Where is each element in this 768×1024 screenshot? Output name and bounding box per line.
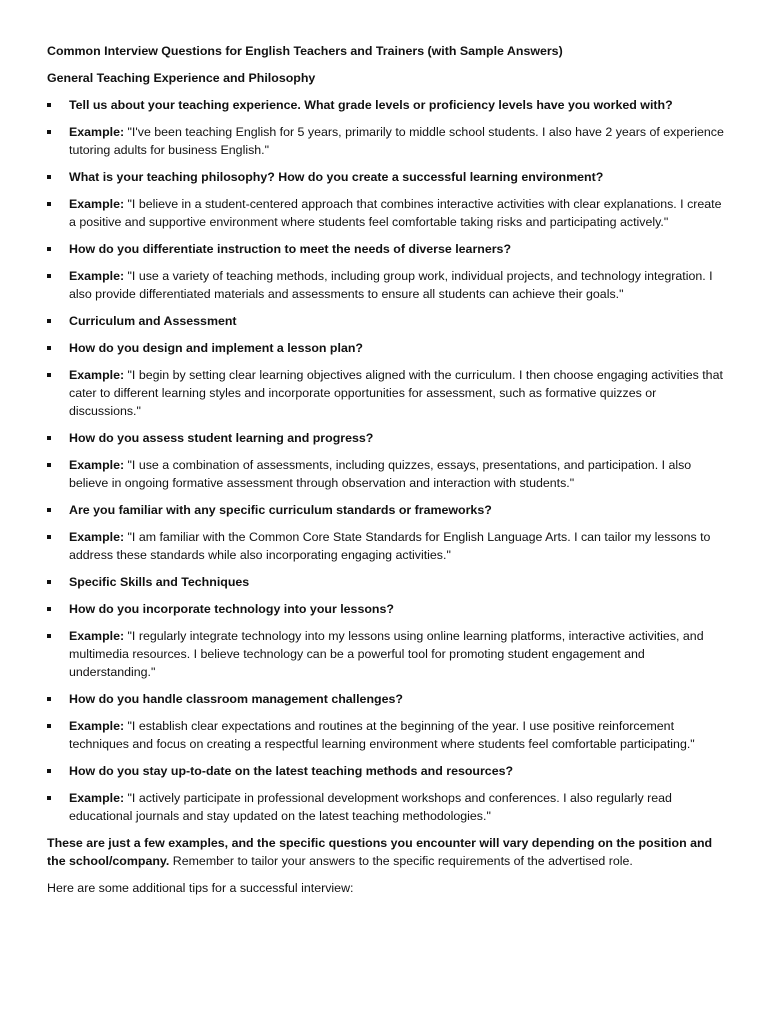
document-title: Common Interview Questions for English Teachers and Trainers (with Sample Answers) [47,44,563,58]
square-bullet-icon [47,247,51,251]
square-bullet-icon [47,319,51,323]
question-text: Tell us about your teaching experience. What grade levels or proficiency levels have you worked with? [69,98,673,112]
square-bullet-icon [47,274,51,278]
example-text: "I use a combination of assessments, including quizzes, essays, presentations, and participation. I also believe in ongoing formative assessment through observation and interaction with students." [69,458,692,490]
example-item [47,528,727,564]
question-text: How do you assess student learning and progress? [69,431,374,445]
example-label: Example: [69,719,125,733]
question-text: How do you differentiate instruction to meet the needs of diverse learners? [69,242,512,256]
square-bullet-icon [47,697,51,701]
example-text: "I believe in a student-centered approach that combines interactive activities with clear explanations. I create a positive and supportive environment where students feel comfortable taking risks and participating actively." [69,197,722,229]
square-bullet-icon [47,373,51,377]
question-item [47,762,727,780]
square-bullet-icon [47,175,51,179]
example-label: Example: [69,458,125,472]
square-bullet-icon [47,346,51,350]
question-item [47,501,727,519]
example-text: "I use a variety of teaching methods, including group work, individual projects, and technology integration. I also provide differentiated materials and assessments to ensure all students can achieve their goals." [69,269,713,301]
question-item [47,600,727,618]
example-item [47,789,727,825]
document-page [47,42,727,906]
question-item [47,339,727,357]
example-label: Example: [69,269,125,283]
question-text: Specific Skills and Techniques [69,575,250,589]
question-item [47,573,727,591]
example-label: Example: [69,791,125,805]
example-text: "I establish clear expectations and routines at the beginning of the year. I use positive reinforcement techniques and focus on creating a respectful learning environment where students feel comfortable participating." [69,719,695,751]
square-bullet-icon [47,463,51,467]
question-item [47,312,727,330]
question-text: How do you design and implement a lesson plan? [69,341,363,355]
question-item [47,168,727,186]
square-bullet-icon [47,580,51,584]
square-bullet-icon [47,607,51,611]
square-bullet-icon [47,436,51,440]
square-bullet-icon [47,535,51,539]
section-heading: General Teaching Experience and Philosophy [47,71,316,85]
example-text: "I regularly integrate technology into my lessons using online learning platforms, interactive activities, and multimedia resources. I believe technology can be a powerful tool for promoting student engagement and understanding." [69,629,704,679]
qa-list [47,96,727,825]
square-bullet-icon [47,796,51,800]
example-item [47,456,727,492]
example-label: Example: [69,368,125,382]
question-item [47,96,727,114]
question-text: Curriculum and Assessment [69,314,237,328]
example-item [47,267,727,303]
example-item [47,195,727,231]
question-item [47,240,727,258]
square-bullet-icon [47,634,51,638]
example-label: Example: [69,530,125,544]
example-item [47,627,727,681]
square-bullet-icon [47,724,51,728]
example-text: "I am familiar with the Common Core State Standards for English Language Arts. I can tailor my lessons to address these standards while also incorporating engaging activities." [69,530,711,562]
question-text: What is your teaching philosophy? How do you create a successful learning environment? [69,170,604,184]
example-item [47,717,727,753]
example-label: Example: [69,629,125,643]
example-label: Example: [69,125,125,139]
question-text: Are you familiar with any specific curriculum standards or frameworks? [69,503,492,517]
square-bullet-icon [47,202,51,206]
question-item [47,429,727,447]
tips-intro: Here are some additional tips for a successful interview: [47,881,354,895]
square-bullet-icon [47,508,51,512]
example-label: Example: [69,197,125,211]
example-text: "I begin by setting clear learning objectives aligned with the curriculum. I then choose engaging activities that cater to different learning styles and incorporate opportunities for assessment, such as formative quizzes or discussions." [69,368,723,418]
example-item [47,123,727,159]
square-bullet-icon [47,769,51,773]
example-text: "I actively participate in professional development workshops and conferences. I also regularly read educational journals and stay updated on the latest teaching methodologies." [69,791,672,823]
question-text: How do you incorporate technology into your lessons? [69,602,394,616]
question-text: How do you handle classroom management challenges? [69,692,403,706]
example-item [47,366,727,420]
question-text: How do you stay up-to-date on the latest teaching methods and resources? [69,764,514,778]
closing-bold-text: These are just a few examples, and the specific questions you encounter will vary depending on the position and the school/company. [47,836,713,868]
closing-normal-text: Remember to tailor your answers to the specific requirements of the advertised role. [169,854,633,868]
square-bullet-icon [47,130,51,134]
closing-paragraph [47,834,727,870]
question-item [47,690,727,708]
example-text: "I've been teaching English for 5 years, primarily to middle school students. I also have 2 years of experience tutoring adults for business English." [69,125,724,157]
square-bullet-icon [47,103,51,107]
